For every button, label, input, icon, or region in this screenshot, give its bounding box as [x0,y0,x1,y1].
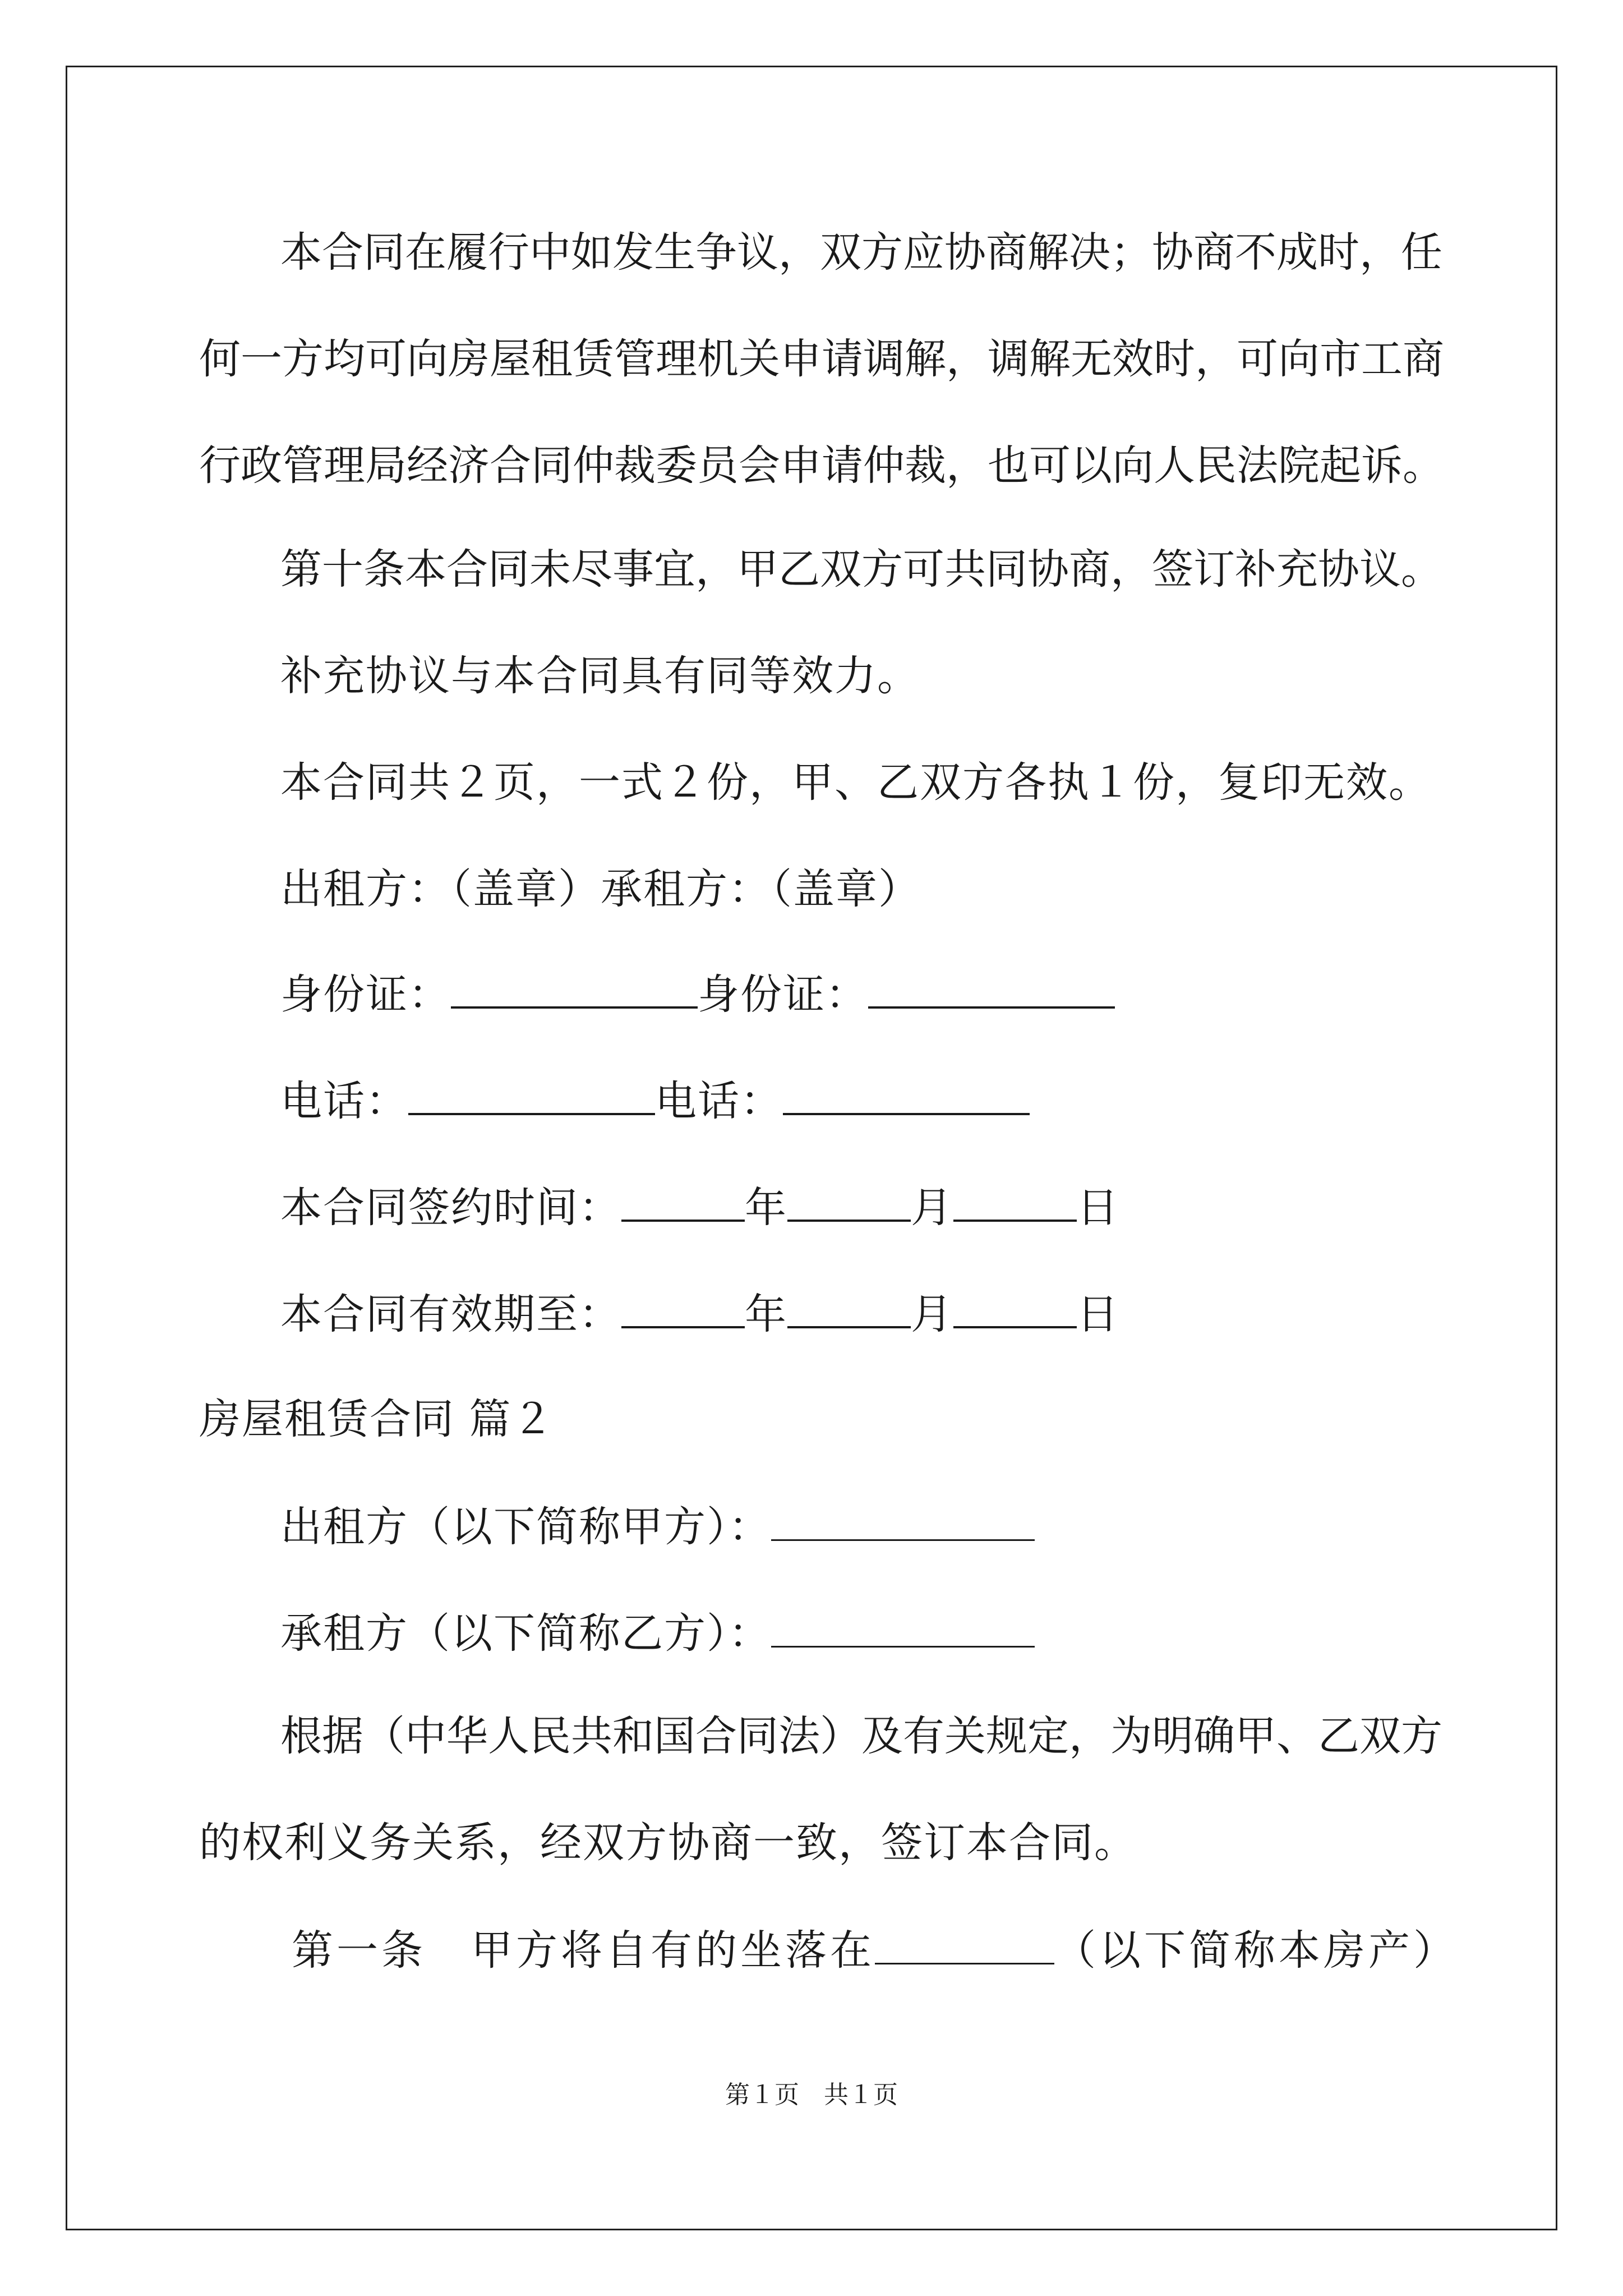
valid-year-label: 年 [745,1290,787,1338]
id-blank-lessor[interactable] [451,965,698,1009]
lessor-line [280,1498,1035,1555]
copies-clause: 本合同共２页，一式２份，甲、乙双方各执１份，复印无效。 [280,758,1431,807]
basis-line-1: 根据（中华人民共和国合同法）及有关规定，为明确甲、乙双方 [280,1712,1442,1760]
valid-month-label: 月 [911,1290,953,1338]
valid-month-blank[interactable] [787,1285,911,1328]
article-1-prefix: 第一条 甲方将自有的坐落在 [292,1926,875,1975]
article-1-line [292,1921,1458,1978]
sign-day-label: 日 [1077,1184,1119,1232]
lessee-label: 承租方（以下简称乙方）： [280,1609,771,1658]
sign-day-blank[interactable] [953,1178,1077,1222]
supplement-clause: 补充协议与本合同具有同等效力。 [280,652,920,700]
sign-month-blank[interactable] [787,1178,911,1222]
phone-line [280,1071,1030,1129]
lessor-blank[interactable] [771,1498,1035,1541]
phone-label-lessor: 电话： [280,1077,408,1125]
id-label-lessee: 身份证： [698,970,868,1019]
id-line [280,965,1115,1023]
sign-year-blank[interactable] [621,1178,745,1222]
phone-label-lessee: 电话： [655,1077,783,1125]
phone-blank-lessee[interactable] [783,1071,1030,1115]
phone-blank-lessor[interactable] [408,1071,655,1115]
valid-year-blank[interactable] [621,1285,745,1328]
sign-date-line [280,1178,1119,1236]
dispute-clause-line-3: 行政管理局经济合同仲裁委员会申请仲裁，也可以向人民法院起诉。 [199,441,1444,490]
dispute-clause-line-2: 何一方均可向房屋租赁管理机关申请调解，调解无效时，可向市工商 [199,335,1444,383]
lessor-label: 出租方（以下简称甲方）： [280,1503,771,1551]
valid-day-label: 日 [1077,1290,1119,1338]
section-2-heading: 房屋租赁合同 篇２ [199,1395,555,1443]
sign-year-label: 年 [745,1184,787,1232]
id-label-lessor: 身份证： [280,970,451,1019]
page-footer: 第１页 共１页 [725,2081,898,2109]
property-location-blank[interactable] [875,1921,1054,1964]
page-border [66,66,1557,2230]
stamp-line: 出租方：（盖章）承租方：（盖章） [280,865,921,913]
valid-until-label: 本合同有效期至： [280,1290,621,1338]
article-1-suffix: （以下简称本房产） [1054,1926,1458,1975]
valid-day-blank[interactable] [953,1285,1077,1328]
sign-month-label: 月 [911,1184,953,1232]
sign-date-label: 本合同签约时间： [280,1184,621,1232]
lessee-line [280,1604,1035,1662]
basis-line-2: 的权利义务关系，经双方协商一致，签订本合同。 [199,1819,1137,1867]
lessee-blank[interactable] [771,1604,1035,1648]
dispute-clause-line-1: 本合同在履行中如发生争议，双方应协商解决；协商不成时，任 [280,228,1442,277]
article-10: 第十条本合同未尽事宜，甲乙双方可共同协商，签订补充协议。 [280,545,1442,593]
valid-until-line [280,1285,1119,1342]
id-blank-lessee[interactable] [868,965,1115,1009]
